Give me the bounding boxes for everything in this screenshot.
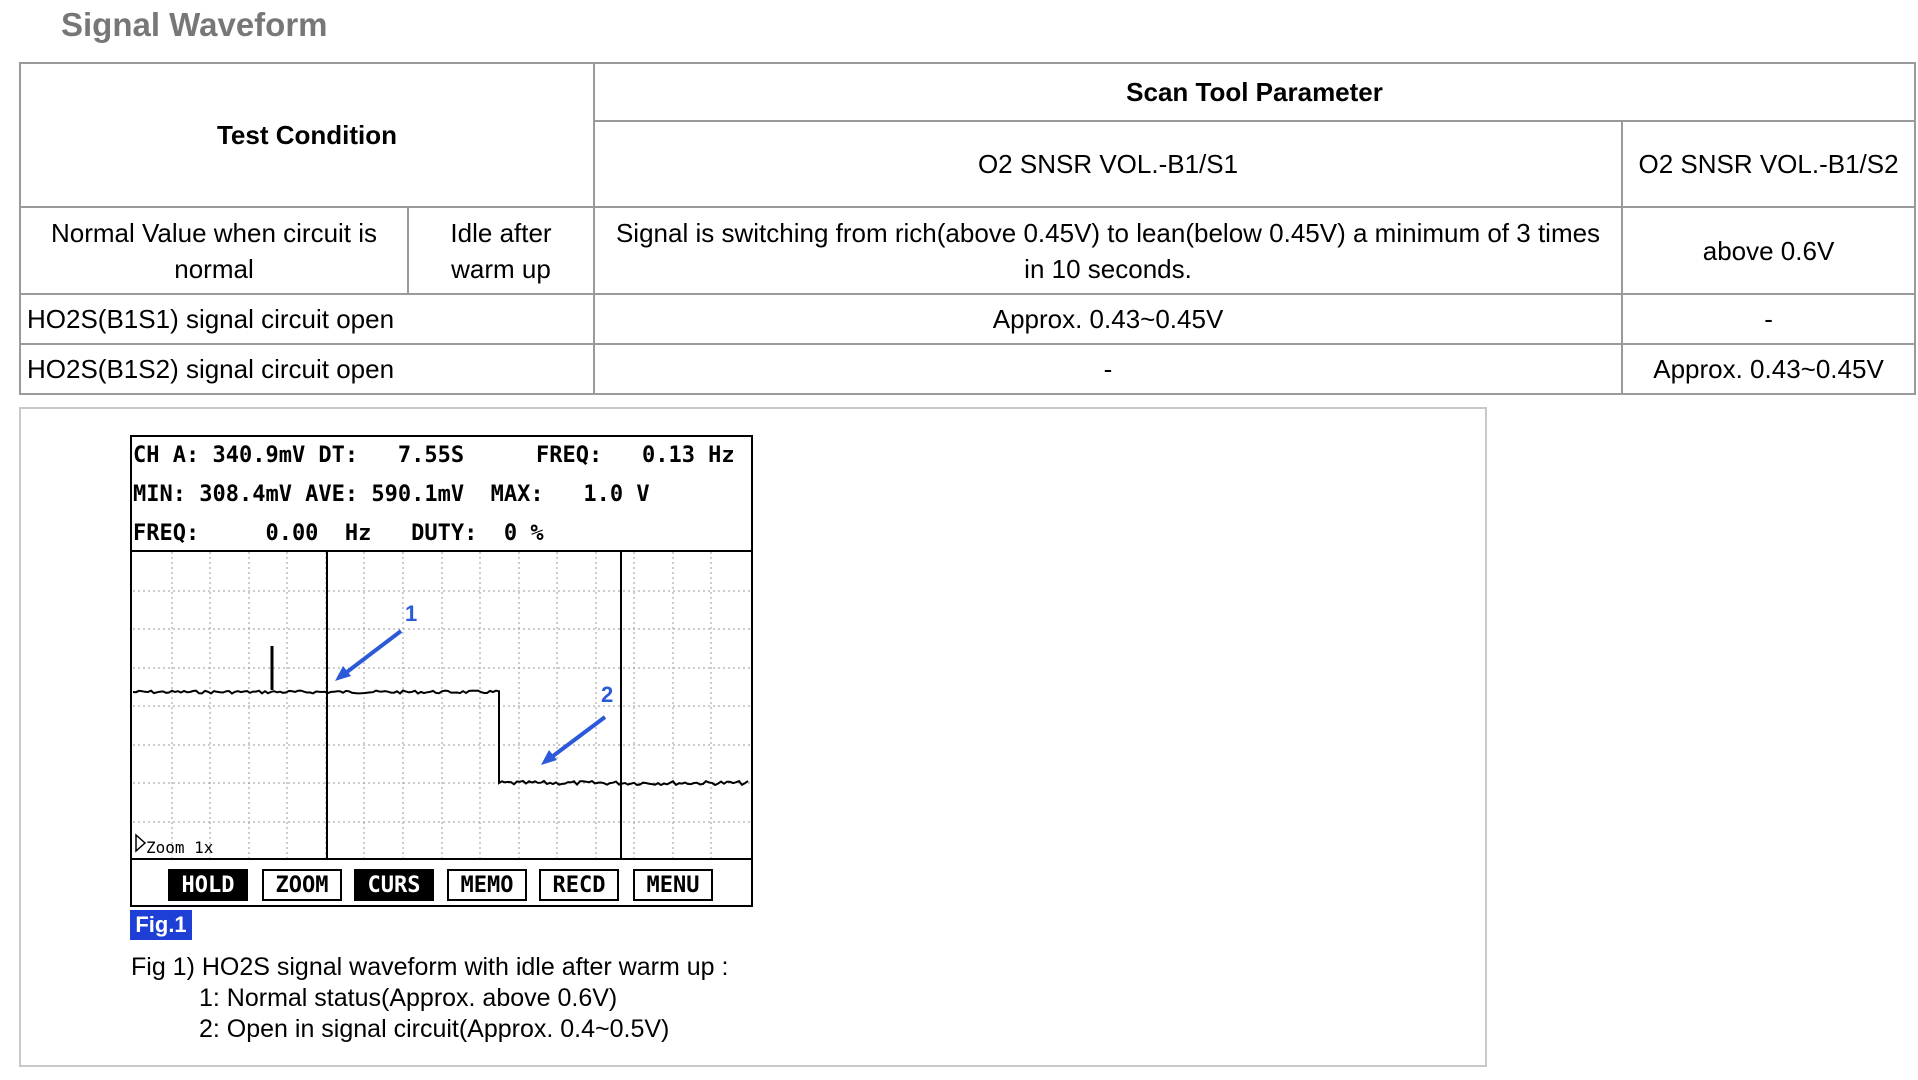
menu-button[interactable]: MENU <box>633 869 713 901</box>
row-b1s2-value: - <box>1622 294 1915 344</box>
readout-line-2: MIN: 308.4mV AVE: 590.1mV MAX: 1.0 V <box>133 482 650 507</box>
row-b1s2-value: above 0.6V <box>1622 207 1915 293</box>
recd-button[interactable]: RECD <box>539 869 619 901</box>
row-condition: HO2S(B1S1) signal circuit open <box>20 294 594 344</box>
scope-readout <box>132 437 751 552</box>
spec-table <box>19 62 1916 395</box>
row-sub-condition: Idle after warm up <box>408 207 594 293</box>
arrow-icon <box>335 631 401 681</box>
play-icon <box>136 835 145 851</box>
waveform-screen <box>133 552 750 860</box>
table-row <box>20 207 1915 293</box>
waveform-trace <box>133 691 748 786</box>
row-condition: Normal Value when circuit is normal <box>20 207 408 293</box>
header-o2-b1s2: O2 SNSR VOL.-B1/S2 <box>1622 121 1915 207</box>
row-b1s2-value: Approx. 0.43~0.45V <box>1622 344 1915 394</box>
row-condition: HO2S(B1S2) signal circuit open <box>20 344 594 394</box>
waveform-grid <box>133 552 750 860</box>
readout-line-1-freq: FREQ: 0.13 Hz <box>536 443 735 468</box>
oscilloscope-display <box>130 435 753 907</box>
row-b1s1-value: - <box>594 344 1622 394</box>
marker-1-label: 1 <box>405 601 418 626</box>
hold-button[interactable]: HOLD <box>168 869 248 901</box>
scope-button-bar <box>132 858 751 905</box>
table-row <box>20 344 1915 394</box>
table-row <box>20 294 1915 344</box>
arrow-icon <box>541 717 605 765</box>
row-b1s1-value: Signal is switching from rich(above 0.45V) to lean(below 0.45V) a minimum of 3 times in 10 seconds. <box>594 207 1622 293</box>
figure-badge: Fig.1 <box>130 910 192 940</box>
header-o2-b1s1: O2 SNSR VOL.-B1/S1 <box>594 121 1622 207</box>
zoom-label: Zoom 1x <box>146 838 214 857</box>
row-b1s1-value: Approx. 0.43~0.45V <box>594 294 1622 344</box>
figure-caption-title: Fig 1) HO2S signal waveform with idle after warm up : <box>131 953 729 981</box>
readout-line-3: FREQ: 0.00 Hz DUTY: 0 % <box>133 521 544 546</box>
memo-button[interactable]: MEMO <box>447 869 527 901</box>
curs-button[interactable]: CURS <box>354 869 434 901</box>
page-title: Signal Waveform <box>61 6 328 43</box>
header-test-condition: Test Condition <box>20 63 594 207</box>
zoom-button[interactable]: ZOOM <box>262 869 342 901</box>
readout-line-1: CH A: 340.9mV DT: 7.55S <box>133 443 465 468</box>
figure-caption-item-2: 2: Open in signal circuit(Approx. 0.4~0.5V) <box>199 1015 670 1043</box>
figure-caption-item-1: 1: Normal status(Approx. above 0.6V) <box>199 984 618 1012</box>
header-scan-tool-parameter: Scan Tool Parameter <box>594 63 1915 121</box>
marker-2-label: 2 <box>601 682 614 707</box>
